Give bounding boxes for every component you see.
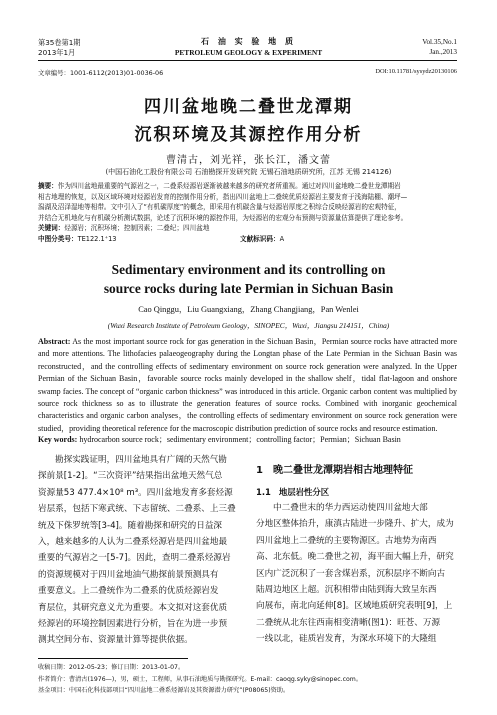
authors-cn: 曹清古，刘光祥，张长江，潘文蕾: [166, 155, 331, 166]
body-line: 高、北东低。晚二叠世之初，海平面大幅上升，研究: [256, 552, 454, 563]
body-line: 测其空间分布、资源量计算等提供依据。: [38, 635, 193, 646]
body-line: 岩层系，包括下寒武统、下志留统、二叠系、上三叠: [38, 504, 236, 515]
clc-code: TE122.1⁺13: [77, 234, 117, 243]
clc-label: 中图分类号：: [38, 234, 78, 243]
body-line: 中二叠世末的华力西运动使四川盆地大部: [273, 503, 428, 513]
journal-title-en: PETROLEUM GEOLOGY & EXPERIMENT: [174, 48, 323, 57]
title-en-line2: source rocks during late Permian in Sichuan Basin: [103, 281, 394, 296]
subsection-number: 1.1: [256, 487, 271, 497]
keywords-cn: 烃源岩；沉积环境；控制因素；二叠纪；四川盆地: [64, 224, 210, 233]
body-line: 二叠统从北东往西南相变清晰(图1)：旺苍、万源: [256, 617, 441, 628]
footnotes: [38, 662, 457, 697]
abstract-en-text: As the most important source rock for gas generation in the Sichuan Basin，Permian source rocks have attracted more and more attentions. The lithofacies palaeogeography during the Longtan phase of the Late Permian in the Sichuan Basin was reconstructed，and the controlling effects of sedimentary environment on source rock generation were analyzed. In the Upper Permian of the Sichuan Basin，favorable source rocks mainly developed in the shallow shelf，tidal flat-lagoon and onshore swamp facies. The concept of “organic carbon thickness” was introduced in this article. Organic carbon content was multiplied by source rock thickness so as to illustrate the generation features of source rocks. Combined with inorganic geochemical characteristics and organic carbon analyses，the controlling effects of sedimentary environment on source rock generation were studied，providing theoretical reference for the macroscopic distribution prediction of source rocks and resource estimation.: [38, 337, 457, 433]
abstract-en-label: Abstract:: [38, 337, 71, 346]
body-right-column: [256, 500, 460, 648]
subsection-heading: [256, 486, 329, 498]
body-line: 陆周边地区上超。沉积相带由陆到海大致呈东西: [256, 585, 437, 596]
keywords-en-block: [38, 434, 457, 446]
body-line: 烃源岩的环境控制因素进行分析，旨在为进一步预: [38, 619, 228, 630]
footnote-funding: 基金项目：中国石化科技部项目“四川盆地二叠系烃源岩及其资源潜力研究”(P08065)资助。: [38, 687, 290, 695]
abstract-cn-line: 潟湖及沼泽湿地等相带。文中引入了“有机碳厚度”的概念，即采用有机碳含量与烃源岩厚度之积综合反映烃源岩的宏观特征，: [38, 203, 401, 212]
body-line: 一线以北，硅质岩发育，为深水环境下的大隆组: [256, 634, 437, 645]
body-line: 探前景[1-2]。“三次资评”结果指出盆地天然气总: [38, 471, 223, 482]
body-line: 向展布，南北向延伸[8]。区域地质研究表明[9]，上: [256, 601, 453, 612]
title-cn-line2: 沉积环境及其源控作用分析: [134, 125, 363, 145]
footnote-rule: [38, 658, 188, 659]
volume-cn: 第35卷第1期: [38, 38, 81, 47]
keywords-en: hydrocarbon source rock；sedimentary environment；controlling factor；Permian；Sichuan Basin: [77, 435, 401, 444]
doc-code-label: 文献标识码：: [240, 234, 280, 243]
date-cn: 2013年1月: [38, 48, 76, 57]
keywords-en-label: Key words:: [38, 435, 78, 444]
subsection-title: 地层岩性分区: [278, 487, 330, 497]
body-left-column: [38, 452, 238, 649]
body-line: 四川盆地上二叠统的主要物源区。古地势为南西: [256, 535, 437, 546]
affiliation-cn: (中国石油化工股份有限公司 石油勘探开发研究院 无锡石油地质研究所，江苏 无锡 214126): [105, 168, 392, 176]
body-line: 育层位，其研究意义尤为重要。本文拟对这套优质: [38, 602, 228, 613]
section-heading: [256, 461, 413, 476]
doi: DOI:10.11781/sysydz20130106: [375, 68, 457, 75]
section-number: 1: [256, 465, 263, 476]
abstract-cn: [38, 181, 457, 245]
authors-en: Cao Qinggu，Liu Guangxiang，Zhang Changjiang，Pan Wenlei: [138, 305, 359, 314]
doc-code: A: [279, 234, 285, 243]
keywords-cn-label: 关键词：: [38, 224, 65, 233]
body-line: 分地区整体抬升，康滇古陆进一步隆升、扩大，成为: [256, 519, 454, 530]
footnote-received: 收稿日期：2012-05-23；修订日期：2013-01-07。: [38, 664, 185, 671]
section-title: 晚二叠世龙潭期岩相古地理特征: [272, 465, 413, 476]
body-line: 统及下侏罗统等[3-4]。随着勘探和研究的日益深: [38, 520, 223, 531]
abstract-cn-line: 作为四川盆地最重要的气源岩之一，二叠系烃源岩逐渐被越来越多的研究者所重视。通过对四川盆地晚二叠世龙潭期岩: [57, 182, 401, 190]
date-en: Jan.,2013: [429, 48, 457, 56]
abstract-en: [38, 336, 457, 435]
article-id: 文章编号：1001-6112(2013)01-0036-06: [38, 69, 164, 77]
footnote-author: 作者简介：曹清古(1976—)，男，硕士，工程师，从事石油地质与勘探研究。E-mail：caoqg.syky@sinopec.com。: [38, 675, 363, 683]
body-line: 的资源规模对于四川盆地油气勘探前景预测具有: [38, 569, 219, 580]
body-line: 入，越来越多的人认为二叠系烃源岩是四川盆地最: [38, 537, 228, 548]
abstract-cn-line: 相古地理的恢复，以及区域环境对烃源岩发育的控制作用分析，指出四川盆地上二叠统优质烃源岩主要发育于浅海陆棚、潮坪—: [38, 192, 408, 201]
header-rule: [38, 60, 457, 61]
title-en-line1: Sedimentary environment and its controlling on: [111, 262, 386, 277]
volume-en: Vol.35,No.1: [422, 38, 457, 46]
body-line: 重要的气源岩之一[5-7]。因此，查明二叠系烃源岩: [38, 553, 231, 564]
affiliation-en: (Wuxi Research Institute of Petroleum Geology，SINOPEC，Wuxi，Jiangsu 214151，China): [107, 321, 390, 330]
title-cn-line1: 四川盆地晚二叠世龙潭期: [144, 97, 353, 117]
abstract-cn-line: 并结合无机地化与有机碳分析测试数据，论述了沉积环境的源控作用，为烃源岩的宏观分布预测与资源量估算提供了理论参考。: [38, 213, 408, 222]
body-line: 勘探实践证明，四川盆地具有广阔的天然气勘: [55, 455, 227, 465]
abstract-cn-label: 摘要：: [38, 182, 58, 190]
body-line: 资源量53 477.4×10⁸ m³。四川盆地发育多套烃源: [38, 487, 233, 498]
journal-title-cn: 石 油 实 验 地 质: [201, 37, 296, 46]
body-line: 重要意义。上二叠统作为二叠系的优质烃源岩发: [38, 586, 219, 597]
body-line: 区内广泛沉积了一套含煤岩系，沉积层序不断向古: [256, 568, 446, 579]
